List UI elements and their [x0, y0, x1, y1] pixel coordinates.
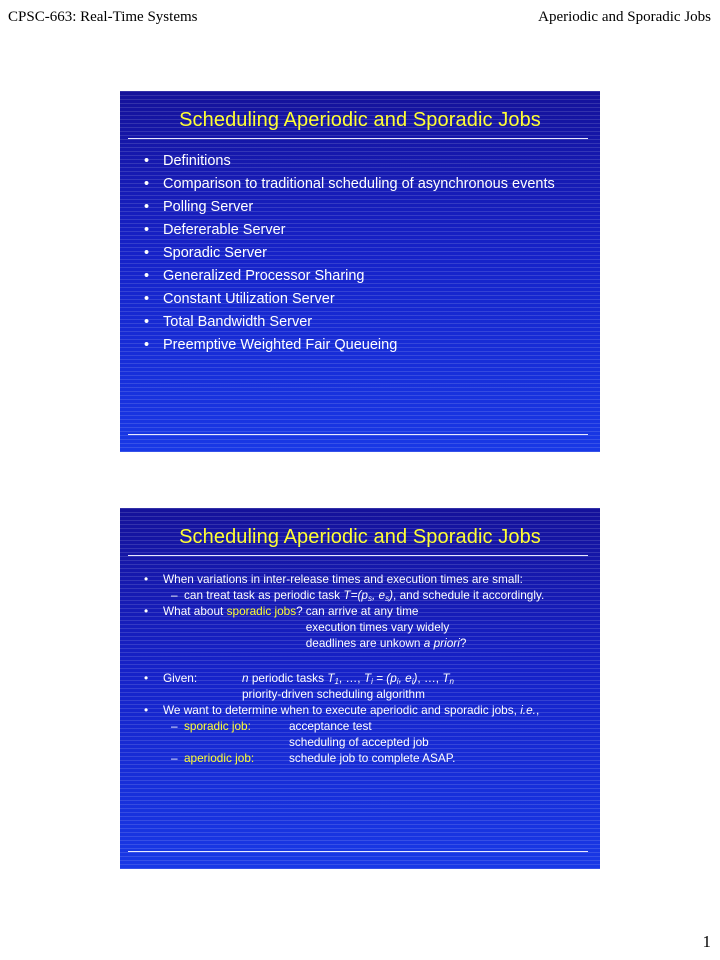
page-number: 1: [702, 932, 711, 951]
list-item: • Comparison to traditional scheduling of asynchronous events: [142, 176, 582, 193]
header-course-title: CPSC-663: Real-Time Systems: [8, 9, 198, 25]
list-item: • Definitions: [142, 153, 582, 170]
title-divider: [128, 138, 588, 139]
sub-bullet-periodic: – can treat task as periodic task $T=(p_s$, $e_s$), and schedule it accordingly.: [142, 587, 588, 603]
slide-2: [120, 508, 600, 869]
bullet-given: • Given: n periodic tasks $T_1$, …, $T_i = (p_i$, $e_i$), …, $T_n$ priority-driven scheduling algorithm: [142, 670, 588, 702]
footer-divider: [128, 851, 588, 852]
header-topic: Aperiodic and Sporadic Jobs: [538, 9, 711, 25]
list-item: • Preemptive Weighted Fair Queueing: [142, 337, 582, 354]
list-item: • Polling Server: [142, 199, 582, 216]
slide-1: [120, 91, 600, 452]
list-item: • Sporadic Server: [142, 245, 582, 262]
sub-bullet-sporadic-job: – sporadic job: acceptance test scheduling of accepted job: [142, 718, 588, 750]
slide-1-title: Scheduling Aperiodic and Sporadic Jobs: [179, 109, 541, 131]
title-divider: [128, 555, 588, 556]
slide-2-body: [142, 571, 588, 766]
list-item: • Total Bandwidth Server: [142, 314, 582, 331]
bullet-we-want: • We want to determine when to execute aperiodic and sporadic jobs, i.e.,: [142, 702, 588, 718]
list-item: • Defererable Server: [142, 222, 582, 239]
slide-2-title: Scheduling Aperiodic and Sporadic Jobs: [179, 526, 541, 548]
footer-divider: [128, 434, 588, 435]
list-item: • Constant Utilization Server: [142, 291, 582, 308]
list-item: • Generalized Processor Sharing: [142, 268, 582, 285]
highlight-sporadic-jobs: sporadic jobs: [226, 604, 297, 618]
sub-bullet-aperiodic-job: – aperiodic job: schedule job to complete ASAP.: [142, 750, 588, 766]
bullet-variations: • When variations in inter-release times and execution times are small:: [142, 571, 588, 587]
bullet-sporadic-question: • What about sporadic jobs? can arrive at any time execution times vary widely deadlines are unkown a priori?: [142, 603, 588, 651]
outline-list: [142, 153, 582, 360]
